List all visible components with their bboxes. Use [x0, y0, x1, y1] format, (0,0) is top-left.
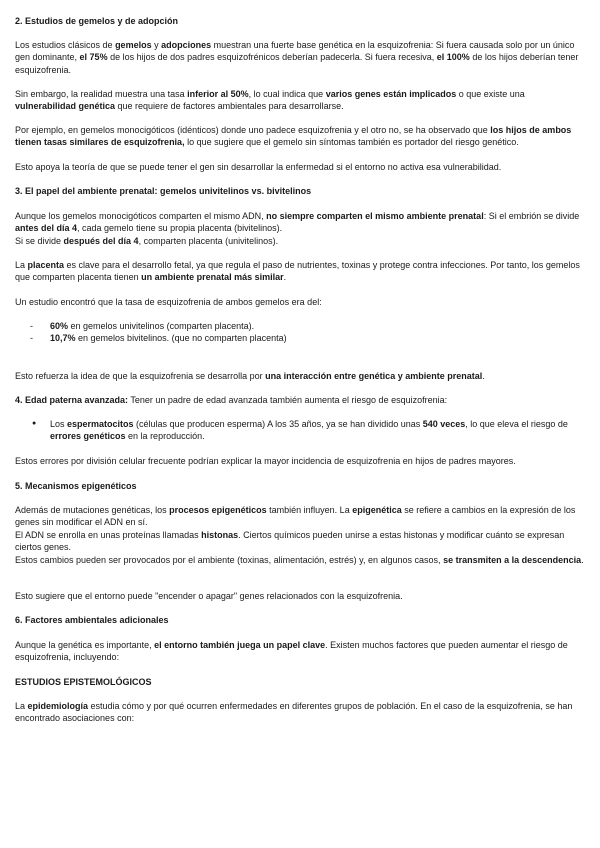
section-4-heading: 4. Edad paterna avanzada: Tener un padre de edad avanzada también aumenta el riesgo de esquizofrenia:: [15, 395, 448, 405]
list-item: - 60% en gemelos univitelinos (comparten placenta).: [15, 320, 587, 332]
s4-paragraph-1: Estos errores por división celular frecuente podrían explicar la mayor incidencia de esquizofrenia en hijos de padres mayores.: [15, 456, 516, 466]
s5-paragraph-1: Además de mutaciones genéticas, los procesos epigenéticos también influyen. La epigenética se refiere a cambios en la expresión de los genes sin modificar el ADN en sí. El ADN se enrolla en unas proteínas llamadas histonas. Ciertos químicos pueden unirse a estas histonas y modificar cuánto se expresan ciertos genes. Estos cambios pueden ser provocados por el ambiente (toxinas, alimentación, estrés) y, en algunos casos, se transmiten a la descendencia.: [15, 505, 584, 565]
s2-paragraph-3: Por ejemplo, en gemelos monocigóticos (idénticos) donde uno padece esquizofrenia y el otro no, se ha observado que los hijos de ambos tienen tasas similares de esquizofrenia, lo que sugiere que el gemelo sin síntomas también es portador del riesgo genético.: [15, 125, 572, 148]
section-5-heading: 5. Mecanismos epigenéticos: [15, 481, 137, 491]
s3-paragraph-1: Aunque los gemelos monocigóticos comparten el mismo ADN, no siempre comparten el mismo ambiente prenatal: Si el embrión se divide antes del día 4, cada gemelo tiene su propia placenta (bivitelinos). Si se divide después del día 4, comparten placenta (univitelinos).: [15, 211, 580, 246]
s3-paragraph-3: Un estudio encontró que la tasa de esquizofrenia de ambos gemelos era del:: [15, 297, 322, 307]
s2-paragraph-2: Sin embargo, la realidad muestra una tasa inferior al 50%, lo cual indica que varios genes están implicados o que existe una vulnerabilidad genética que requiere de factores ambientales para desarrollarse.: [15, 89, 525, 112]
section-6-heading: 6. Factores ambientales adicionales: [15, 615, 169, 625]
s2-paragraph-1: Los estudios clásicos de gemelos y adopciones muestran una fuerte base genética en la esquizofrenia: Si fuera causada solo por un único gen dominante, el 75% de los hijos de dos padres esquizofrénicos deberían padecerla. Si fuera recesiva, el 100% de los hijos deberían tener esquizofrenia.: [15, 40, 579, 75]
section-2-heading: 2. Estudios de gemelos y de adopción: [15, 16, 179, 26]
s3-paragraph-4: Esto refuerza la idea de que la esquizofrenia se desarrolla por una interacción entre genética y ambiente prenatal.: [15, 371, 485, 381]
s5-paragraph-2: Esto sugiere que el entorno puede "encender o apagar" genes relacionados con la esquizofrenia.: [15, 591, 403, 601]
paternal-age-list: [15, 418, 587, 443]
placenta-rates-list: [15, 320, 587, 345]
section-3-heading: 3. El papel del ambiente prenatal: gemelos univitelinos vs. bivitelinos: [15, 186, 312, 196]
s2-paragraph-4: Esto apoya la teoría de que se puede tener el gen sin desarrollar la enfermedad si el entorno no activa esa vulnerabilidad.: [15, 162, 502, 172]
list-item: - 10,7% en gemelos bivitelinos. (que no comparten placenta): [15, 332, 587, 344]
s3-paragraph-2: La placenta es clave para el desarrollo fetal, ya que regula el paso de nutrientes, toxinas y protege contra infecciones. Por tanto, los gemelos que comparten placenta tienen un ambiente prenatal más similar.: [15, 260, 580, 283]
s6-paragraph-2: La epidemiología estudia cómo y por qué ocurren enfermedades en diferentes grupos de población. En el caso de la esquizofrenia, se han encontrado asociaciones con:: [15, 701, 573, 724]
list-item: ● Los espermatocitos (células que producen esperma) A los 35 años, ya se han dividido unas 540 veces, lo que eleva el riesgo de errores genéticos en la reproducción.: [15, 418, 587, 443]
epistemological-studies-heading: ESTUDIOS EPISTEMOLÓGICOS: [15, 677, 152, 687]
s6-paragraph-1: Aunque la genética es importante, el entorno también juega un papel clave. Existen muchos factores que pueden aumentar el riesgo de esquizofrenia, incluyendo:: [15, 640, 568, 663]
